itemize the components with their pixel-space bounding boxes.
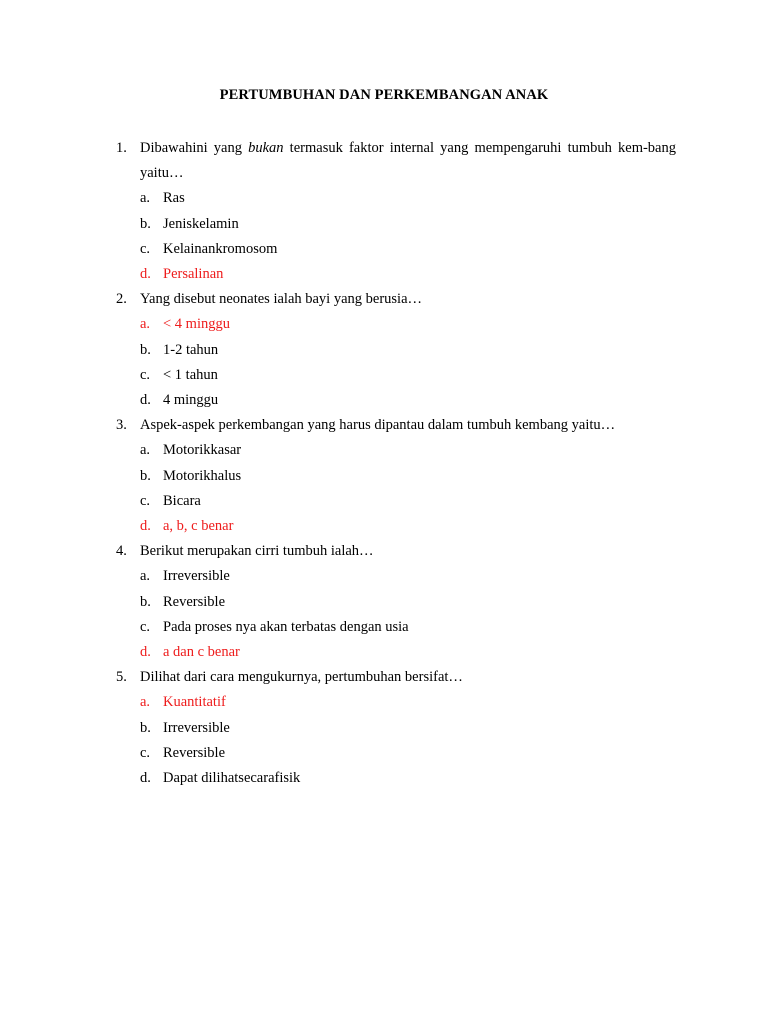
option-a-correct — [140, 690, 676, 715]
option-letter: b. — [140, 593, 151, 610]
option-letter: c. — [140, 240, 151, 257]
question-list — [116, 136, 676, 791]
question-number: 1. — [116, 140, 127, 156]
question-1 — [116, 136, 676, 287]
option-d — [140, 766, 676, 791]
option-list — [140, 186, 676, 287]
option-list — [140, 438, 676, 539]
question-5 — [116, 665, 676, 791]
option-letter: c. — [140, 744, 151, 761]
option-a — [140, 438, 676, 463]
question-text-emphasis: bukan — [248, 140, 284, 156]
option-text: Irreversible — [163, 568, 230, 585]
option-a — [140, 564, 676, 589]
option-b — [140, 590, 676, 615]
option-c — [140, 363, 676, 388]
question-text: Yang disebut neonates ialah bayi yang berusia… — [140, 291, 423, 308]
option-d-correct — [140, 640, 676, 665]
option-letter: a. — [140, 442, 151, 459]
option-text: < 4 minggu — [163, 316, 230, 333]
option-b — [140, 464, 676, 489]
option-text: Bicara — [163, 492, 201, 509]
option-list — [140, 690, 676, 791]
document-title: PERTUMBUHAN DAN PERKEMBANGAN ANAK — [219, 87, 549, 103]
option-text: < 1 tahun — [163, 366, 218, 383]
question-2 — [116, 287, 676, 413]
option-text: Motorikkasar — [163, 442, 242, 459]
option-a — [140, 186, 676, 211]
option-text: Kuantitatif — [163, 694, 226, 711]
option-list — [140, 564, 676, 665]
option-d-correct — [140, 514, 676, 539]
question-text: Berikut merupakan cirri tumbuh ialah… — [140, 543, 374, 560]
question-number: 3. — [116, 417, 127, 434]
question-number: 4. — [116, 543, 127, 560]
option-text: a, b, c benar — [163, 518, 234, 535]
option-text: Reversible — [163, 593, 226, 610]
option-text: Ras — [163, 190, 185, 207]
option-c — [140, 489, 676, 514]
option-letter: d. — [140, 644, 151, 661]
option-letter: c. — [140, 492, 151, 509]
option-text: Pada proses nya akan terbatas dengan usia — [163, 618, 409, 635]
question-text: Aspek-aspek perkembangan yang harus dipantau dalam tumbuh kembang yaitu… — [140, 417, 616, 434]
option-letter: d. — [140, 392, 151, 409]
option-letter: a. — [140, 316, 151, 333]
option-letter: a. — [140, 694, 151, 711]
option-letter: a. — [140, 568, 151, 585]
option-letter: b. — [140, 341, 151, 358]
question-text-part: Dibawahini yang — [140, 140, 249, 156]
option-b — [140, 716, 676, 741]
option-text: 4 minggu — [163, 392, 219, 409]
option-text: a dan c benar — [163, 644, 240, 661]
option-c — [140, 237, 676, 262]
option-text: Persalinan — [163, 266, 224, 283]
option-letter: a. — [140, 190, 151, 207]
option-d-correct — [140, 262, 676, 287]
option-d — [140, 388, 676, 413]
option-text: Dapat dilihatsecarafisik — [163, 770, 301, 787]
question-number: 5. — [116, 669, 127, 686]
question-4 — [116, 539, 676, 665]
option-letter: c. — [140, 366, 151, 383]
option-text: 1-2 tahun — [163, 341, 219, 358]
option-text: Irreversible — [163, 719, 230, 736]
option-letter: b. — [140, 719, 151, 736]
option-letter: c. — [140, 618, 151, 635]
option-letter: b. — [140, 467, 151, 484]
question-3 — [116, 413, 676, 539]
option-a-correct — [140, 312, 676, 337]
option-b — [140, 338, 676, 363]
option-text: Jeniskelamin — [163, 215, 239, 232]
option-text: Kelainankromosom — [163, 240, 278, 257]
question-text: Dilihat dari cara mengukurnya, pertumbuhan bersifat… — [140, 669, 463, 686]
option-b — [140, 212, 676, 237]
option-c — [140, 741, 676, 766]
option-letter: d. — [140, 518, 151, 535]
option-letter: d. — [140, 770, 151, 787]
option-letter: b. — [140, 215, 151, 232]
option-list — [140, 312, 676, 413]
question-text-part: termasuk faktor internal yang mempengaruhi tumbuh kem-bang yaitu… — [140, 140, 676, 182]
question-number: 2. — [116, 291, 127, 308]
option-letter: d. — [140, 266, 151, 283]
option-text: Motorikhalus — [163, 467, 242, 484]
option-c — [140, 615, 676, 640]
question-text — [140, 136, 676, 186]
option-text: Reversible — [163, 744, 226, 761]
